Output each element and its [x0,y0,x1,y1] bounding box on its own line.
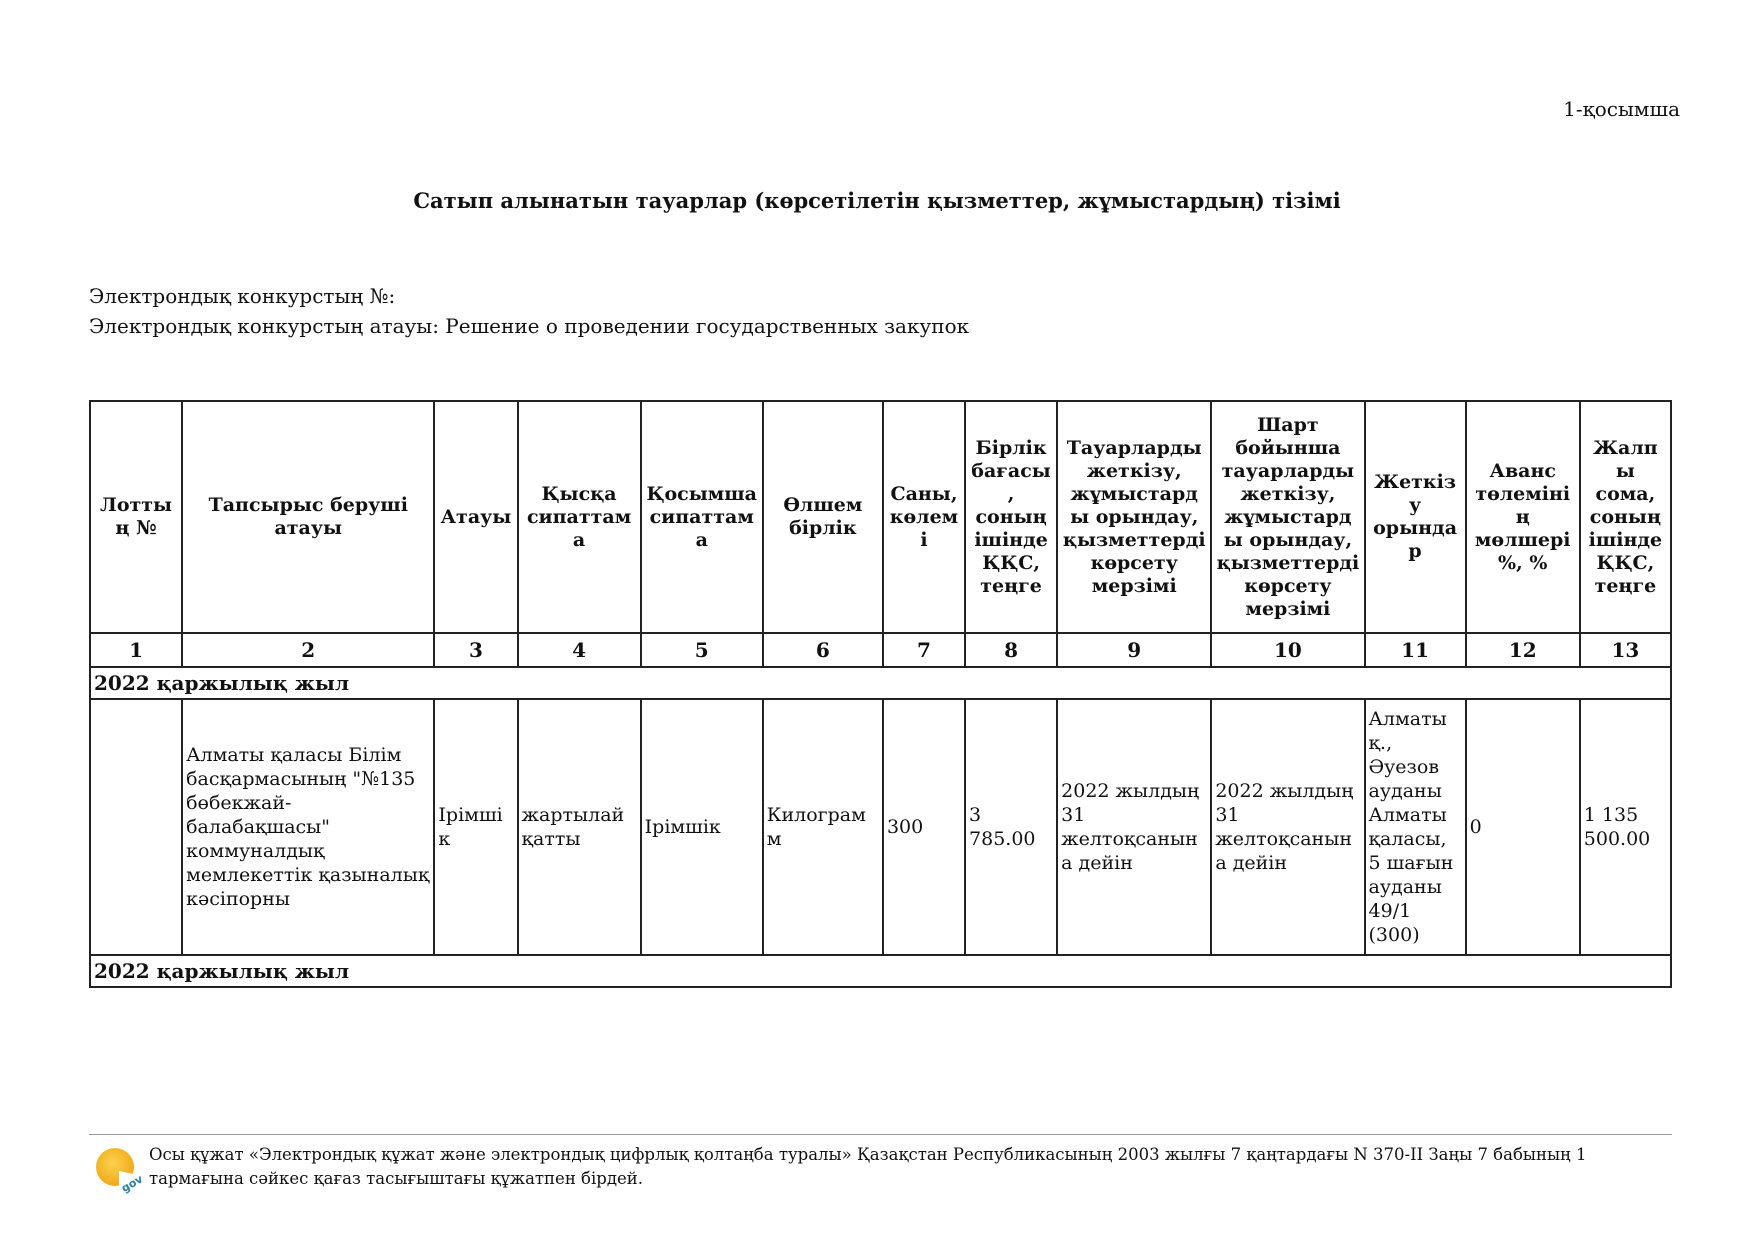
cell-unit: Килограмм [763,699,883,955]
cell-advance: 0 [1466,699,1580,955]
column-number: 5 [641,633,763,667]
col-header-quantity: Саны, көлемі [883,401,965,633]
col-header-lot-no: Лоттың № [90,401,182,633]
cell-lot-no [90,699,182,955]
column-number: 6 [763,633,883,667]
fiscal-year-row [90,667,1671,699]
contest-name: Электрондық конкурстың атауы: Решение о проведении государственных закупок [89,314,970,338]
cell-extra-desc: Ірімшік [641,699,763,955]
column-number: 1 [90,633,182,667]
table-row [90,699,1671,955]
col-header-contract-term: Шарт бойынша тауарларды жеткізу, жұмыстарды орындау, қызметтерді көрсету мерзімі [1211,401,1364,633]
cell-contract-term: 2022 жылдың 31 желтоқсанына дейін [1211,699,1364,955]
col-header-name: Атауы [434,401,517,633]
col-header-total: Жалпы сома, соның ішінде ҚҚС, теңге [1580,401,1671,633]
column-number: 10 [1211,633,1364,667]
column-number-row [90,633,1671,667]
cell-name: Ірімшік [434,699,517,955]
cell-delivery-place: Алматы қ., Әуезов ауданы Алматы қаласы, 5 шағын ауданы 49/1 (300) [1365,699,1466,955]
fiscal-year-label: 2022 қаржылық жыл [90,955,1671,987]
column-number: 13 [1580,633,1671,667]
document-title: Сатып алынатын тауарлар (көрсетілетін қызметтер, жұмыстардың) тізімі [413,188,1341,213]
appendix-label: 1-қосымша [1563,97,1680,121]
contest-meta [89,281,969,341]
egov-sun-logo-icon [93,1145,146,1196]
table-header-row [90,401,1671,633]
cell-unit-price: 3 785.00 [965,699,1057,955]
contest-number: Электрондық конкурстың №: [89,284,396,308]
cell-quantity: 300 [883,699,965,955]
column-number: 4 [518,633,641,667]
col-header-delivery-place: Жеткізу орындар [1365,401,1466,633]
footer-note: Осы құжат «Электрондық құжат және электрондық цифрлық қолтаңба туралы» Қазақстан Республикасының 2003 жылғы 7 қаңтардағы N 370-II Заңы 7 бабының 1 тармағына сәйкес қағаз тасығыштағы құжатпен бірдей. [149,1145,1587,1188]
column-number: 9 [1057,633,1211,667]
cell-total: 1 135 500.00 [1580,699,1671,955]
col-header-extra-desc: Қосымша сипаттама [641,401,763,633]
col-header-customer: Тапсырыс беруші атауы [182,401,434,633]
column-number: 2 [182,633,434,667]
column-number: 8 [965,633,1057,667]
fiscal-year-row [90,955,1671,987]
col-header-unit-price: Бірлік бағасы, соның ішінде ҚҚС, теңге [965,401,1057,633]
column-number: 3 [434,633,517,667]
fiscal-year-label: 2022 қаржылық жыл [90,667,1671,699]
cell-delivery-term: 2022 жылдың 31 желтоқсанына дейін [1057,699,1211,955]
col-header-unit: Өлшем бірлік [763,401,883,633]
column-number: 12 [1466,633,1580,667]
cell-short-desc: жартылай қатты [518,699,641,955]
cell-customer: Алматы қаласы Білім басқармасының "№135 бөбекжай-балабақшасы" коммуналдық мемлекеттік қазыналық кәсіпорны [182,699,434,955]
col-header-advance: Аванс төлемінің мөлшері %, % [1466,401,1580,633]
col-header-short-desc: Қысқа сипаттама [518,401,641,633]
document-footer [89,1134,1672,1196]
lots-table [89,400,1672,988]
column-number: 11 [1365,633,1466,667]
column-number: 7 [883,633,965,667]
svg-text:gov: gov [119,1172,146,1196]
col-header-delivery-term: Тауарларды жеткізу, жұмыстарды орындау, қызметтерді көрсету мерзімі [1057,401,1211,633]
